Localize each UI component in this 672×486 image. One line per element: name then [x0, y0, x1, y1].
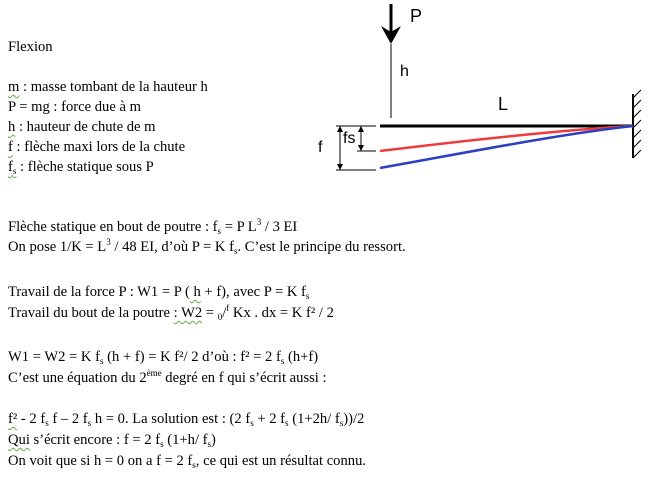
- subscript: s: [99, 356, 104, 366]
- text-segment: Flèche statique en bout de poutre : f: [8, 219, 218, 235]
- subscript: s: [160, 439, 164, 449]
- text-segment: (1+h/ f: [163, 432, 208, 448]
- text-segment: h = 0. La solution est : (2 f: [91, 411, 251, 427]
- text-segment: degré en f qui s’écrit aussi :: [161, 370, 327, 386]
- definition-P-text: = mg : force due à m: [15, 99, 141, 115]
- text-segment: f – 2 f: [48, 411, 88, 427]
- text-line-work-equality: [8, 349, 318, 366]
- text-segment: = P L: [221, 219, 257, 235]
- text-segment: Travail de la force P : W1 = P (: [8, 284, 190, 300]
- subscript: s: [280, 356, 285, 366]
- text-line-solution: [8, 432, 216, 449]
- symbol-P: P: [8, 99, 16, 115]
- symbol-m: m: [8, 79, 20, 95]
- text-segment: =: [202, 305, 218, 321]
- subscript: s: [217, 226, 222, 236]
- subscript: s: [250, 418, 254, 428]
- text-line-conclusion: [8, 453, 366, 470]
- superscript: 3: [256, 217, 262, 227]
- subscript: s: [45, 418, 49, 428]
- integral-lower-bound: 0: [217, 312, 223, 322]
- text-segment: , ce qui est un résultat connu.: [195, 453, 367, 469]
- subscript: s: [233, 246, 238, 256]
- text-segment: : W2: [173, 305, 203, 321]
- text-segment: W1 = W2 = K f: [8, 349, 100, 365]
- text-segment: (h+f): [284, 349, 319, 365]
- definition-m-text: : masse tombant de la hauteur h: [19, 79, 208, 95]
- dimension-fs-arrow-bottom: [358, 145, 364, 151]
- subscript: s: [285, 418, 289, 428]
- symbol-fs-sub: s: [12, 166, 17, 176]
- text-segment: f²: [8, 411, 18, 427]
- text-segment: (1+2h/ f: [288, 411, 340, 427]
- text-segment: - 2 f: [17, 411, 46, 427]
- text-segment: . C’est le principe du ressort.: [237, 239, 406, 255]
- text-line-stiffness: [8, 239, 406, 256]
- symbol-h: h: [8, 119, 16, 135]
- label-h: h: [400, 63, 409, 80]
- text-segment: Kx . dx = K f² / 2: [229, 305, 334, 321]
- symbol-f: f: [8, 139, 13, 155]
- subscript: s: [339, 418, 344, 428]
- subscript: s: [207, 439, 212, 449]
- text-segment: C’est une équation du 2: [8, 370, 147, 386]
- text-segment: s’écrit encore : f = 2 f: [29, 432, 161, 448]
- text-line-work-beam: [8, 305, 334, 322]
- text-segment: / 3 EI: [261, 219, 298, 235]
- definition-h-text: : hauteur de chute de m: [15, 119, 156, 135]
- subscript: s: [87, 418, 92, 428]
- superscript: 3: [106, 237, 111, 247]
- text-line-static-deflection: [8, 219, 297, 236]
- label-fs: fs: [343, 130, 356, 147]
- text-line-quadratic: [8, 411, 364, 428]
- integral-sign: /: [222, 305, 227, 321]
- subscript: s: [192, 460, 196, 470]
- wall-hatching: [633, 90, 641, 158]
- symbol-fs-base: f: [8, 159, 13, 175]
- label-L: L: [498, 94, 509, 114]
- dimension-f-arrow-bottom: [337, 164, 343, 170]
- text-segment: On voit que si h = 0 on a f = 2 f: [8, 453, 193, 469]
- text-segment: Travail du bout de la poutre: [8, 305, 174, 321]
- dimension-fs-arrow-top: [358, 126, 364, 132]
- text-segment: + f), avec P = K f: [200, 284, 306, 300]
- text-segment: ): [211, 432, 216, 448]
- label-f: f: [318, 139, 323, 156]
- text-segment: h: [189, 284, 201, 300]
- text-segment: (h + f) = K f²/ 2 d’où : f² = 2 f: [103, 349, 281, 365]
- text-segment: / 48 EI, d’où P = K f: [110, 239, 234, 255]
- text-segment: + 2 f: [253, 411, 286, 427]
- text-line-equation-intro: [8, 370, 327, 387]
- definition-fs-text: : flèche statique sous P: [16, 159, 154, 175]
- text-segment: Qui: [8, 432, 30, 448]
- subscript: s: [305, 291, 310, 301]
- text-segment: On pose 1/K = L: [8, 239, 107, 255]
- label-P: P: [410, 6, 423, 26]
- integral-upper-bound: f: [226, 303, 230, 313]
- page-title: Flexion: [8, 39, 53, 55]
- text-segment: ))/2: [343, 411, 365, 427]
- text-line-work-force: [8, 284, 309, 301]
- superscript: ème: [146, 368, 162, 378]
- definition-f-text: : flèche maxi lors de la chute: [12, 139, 186, 155]
